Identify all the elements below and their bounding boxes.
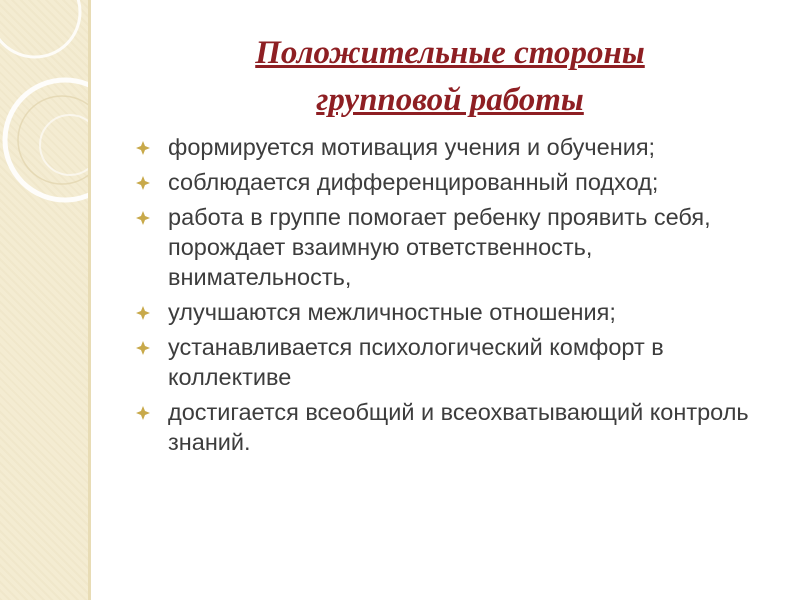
bullet-text: устанавливается психологический комфорт в коллективе xyxy=(168,334,664,390)
title-line-1: Положительные стороны xyxy=(255,35,645,71)
bullet-text: достигается всеобщий и всеохватывающий контроль знаний. xyxy=(168,399,749,455)
title-line-2: групповой работы xyxy=(316,82,584,118)
slide-title xyxy=(120,30,780,124)
bullet-text: формируется мотивация учения и обучения; xyxy=(168,134,656,160)
list-item xyxy=(128,132,778,162)
diamond-bullet-icon xyxy=(136,141,150,155)
bullet-text: работа в группе помогает ребенку проявить себя, порождает взаимную ответственность, внимательность, xyxy=(168,204,711,290)
list-item xyxy=(128,167,778,197)
list-item xyxy=(128,332,778,392)
diamond-bullet-icon xyxy=(136,176,150,190)
diamond-bullet-icon xyxy=(136,306,150,320)
list-item xyxy=(128,397,778,457)
panel-edge xyxy=(88,0,91,600)
decorative-side-panel xyxy=(0,0,88,600)
list-item xyxy=(128,297,778,327)
bullet-text: улучшаются межличностные отношения; xyxy=(168,299,616,325)
diamond-bullet-icon xyxy=(136,341,150,355)
bullet-list xyxy=(128,132,778,462)
diamond-bullet-icon xyxy=(136,406,150,420)
decorative-circles xyxy=(0,0,88,600)
list-item xyxy=(128,202,778,292)
diamond-bullet-icon xyxy=(136,211,150,225)
bullet-text: соблюдается дифференцированный подход; xyxy=(168,169,659,195)
